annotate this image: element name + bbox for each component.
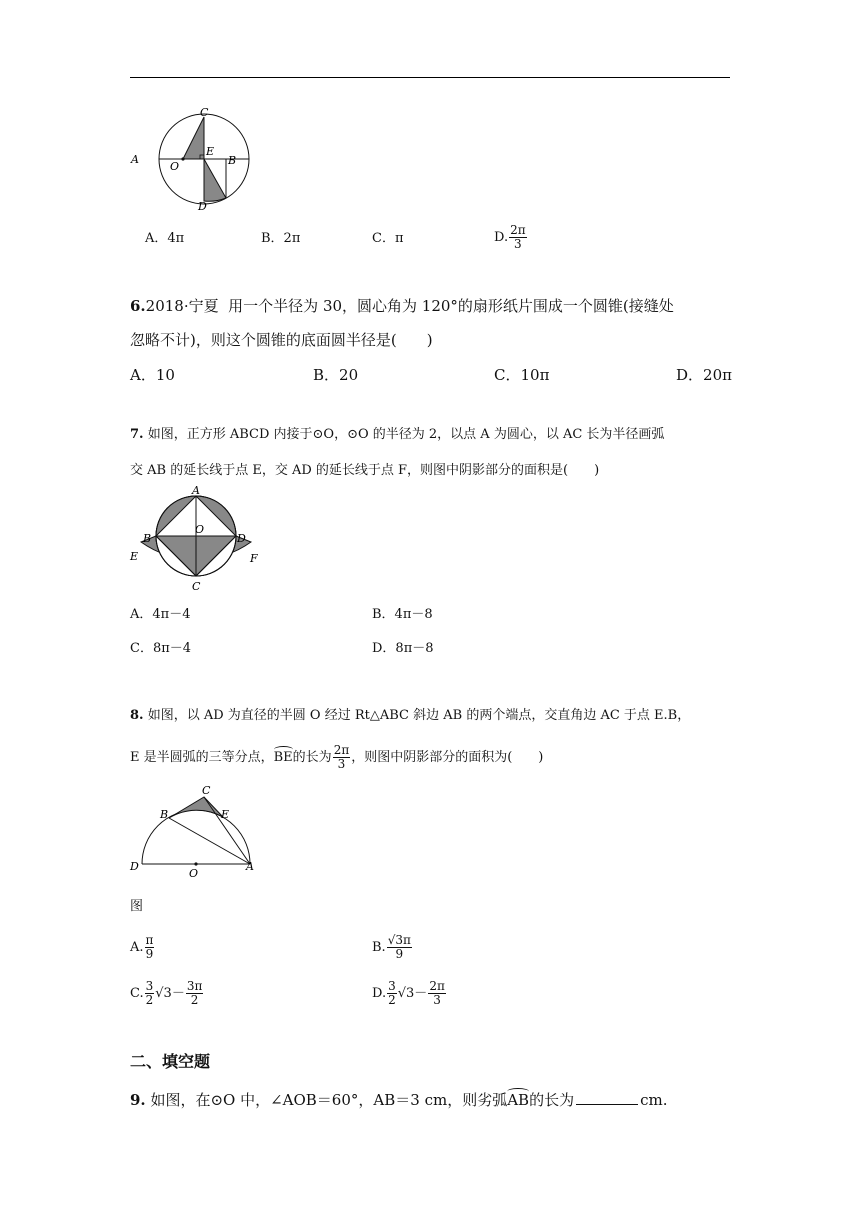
q8-label-b: B: [160, 808, 169, 821]
q8-label-o: O: [189, 867, 199, 880]
fig5-label-o: O: [170, 160, 180, 173]
q7-label-o: O: [195, 523, 205, 536]
q8-option-b: B. $\frac{√3\pi}{9}$: [372, 933, 411, 962]
q7-label-f: F: [250, 552, 258, 565]
q7-label-a: A: [192, 486, 200, 497]
q7-figure: [128, 486, 262, 598]
q8-number: 8.: [130, 708, 144, 723]
q8-figure-caption: 图: [130, 899, 144, 914]
fig5-label-b: B: [228, 154, 237, 167]
q7-line1: 7. 如图，正方形 ABCD 内接于⊙O，⊙O 的半径为 2，以点 A 为圆心，以 AC 长为半径画弧: [130, 427, 665, 442]
q7-number: 7.: [130, 427, 144, 442]
q5-option-a: A．4π: [145, 231, 185, 246]
q8-label-d: D: [130, 860, 139, 873]
q7-line2: 交 AB 的延长线于点 E，交 AD 的延长线于点 F，则图中阴影部分的面积是( ): [130, 463, 600, 478]
q6-option-c: C．10π: [494, 366, 550, 384]
q8-line2: E 是半圆弧的三等分点，BE的长为 $\frac{2\pi}{3}$ ，则图中阴影部分的面积为( ): [130, 743, 544, 772]
q6-number: 6.: [130, 297, 146, 315]
q7-option-c: C．8π－4: [130, 641, 192, 656]
q7-option-d: D．8π－8: [372, 641, 434, 656]
fig5-label-d: D: [198, 200, 207, 213]
q8-line1: 8. 如图，以 AD 为直径的半圆 O 经过 Rt△ABC 斜边 AB 的两个端点，交直角边 AC 于点 E.B，: [130, 708, 691, 723]
q7-option-b: B．4π－8: [372, 607, 433, 622]
q5-option-d: D. $\frac{2\pi}{3}$: [494, 223, 526, 252]
q5-option-c: C．π: [372, 231, 404, 246]
q9-answer-blank[interactable]: [576, 1092, 638, 1105]
q9-number: 9.: [130, 1091, 146, 1109]
q8-label-c: C: [202, 784, 211, 797]
q8-label-a: A: [246, 860, 254, 873]
section-title: 二、填空题: [130, 1052, 211, 1071]
q6-option-d: D．20π: [676, 366, 732, 384]
q7-label-b: B: [143, 532, 152, 545]
q5-option-b: B．2π: [261, 231, 301, 246]
fig5-label-a: A: [131, 153, 139, 166]
q6-option-a: A．10: [130, 366, 175, 384]
fig5-label-c: C: [200, 106, 209, 119]
q6-option-b: B．20: [313, 366, 359, 384]
q7-label-d: D: [237, 532, 246, 545]
header-rule: [130, 77, 730, 78]
q7-label-e: E: [130, 550, 139, 563]
q8-label-e: E: [221, 808, 230, 821]
q8-option-d: D. $\frac{3}{2}$ √3－ $\frac{2\pi}{3}$: [372, 979, 445, 1008]
q6-line2: 忽略不计)，则这个圆锥的底面圆半径是( ): [130, 331, 433, 349]
q7-label-c: C: [192, 580, 201, 593]
q8-option-a: A. $\frac{\pi}{9}$: [130, 933, 154, 962]
q5-figure: [128, 106, 252, 214]
q8-option-c: C. $\frac{3}{2}$ √3－ $\frac{3\pi}{2}$: [130, 979, 203, 1008]
q6-line1: 6.2018·宁夏 用一个半径为 30，圆心角为 120°的扇形纸片围成一个圆锥(接缝处: [130, 297, 674, 315]
q8-figure: [128, 782, 262, 880]
fig5-label-e: E: [206, 145, 215, 158]
q9-line: 9. 如图，在⊙O 中，∠AOB＝60°，AB＝3 cm，则劣弧AB的长为 cm.: [130, 1091, 668, 1109]
q7-option-a: A．4π－4: [130, 607, 191, 622]
q8-arc-be: BE: [273, 750, 293, 766]
q9-arc-ab: AB: [507, 1091, 530, 1109]
